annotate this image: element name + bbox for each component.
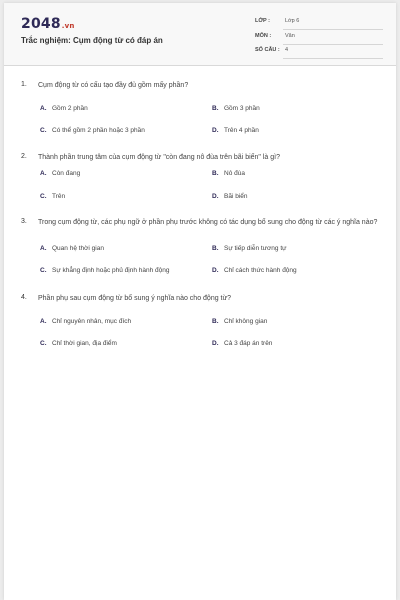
- option-letter: A.: [40, 318, 47, 325]
- option-text: Quan hệ thời gian: [52, 245, 104, 252]
- quiz-header: [4, 3, 396, 66]
- question-number: 1.: [21, 81, 27, 88]
- option-text: Chỉ thời gian, địa điểm: [52, 340, 117, 347]
- question-number: 4.: [21, 294, 27, 301]
- option-letter: C.: [40, 193, 47, 200]
- question-text: Thành phần trung tâm của cụm động từ "còn đang nô đùa trên bãi biển" là gì?: [38, 154, 280, 161]
- meta-divider: [283, 58, 383, 59]
- option-text: Trên 4 phần: [224, 127, 259, 134]
- meta-class-label: LỚP :: [255, 18, 270, 24]
- question-1: [21, 81, 381, 141]
- meta-count-label: SỐ CÂU :: [255, 47, 280, 53]
- option-letter: B.: [212, 170, 219, 177]
- meta-count-row: [255, 45, 383, 59]
- question-3: [21, 218, 381, 288]
- option-text: Còn đang: [52, 170, 81, 177]
- option-text: Có thể gồm 2 phần hoặc 3 phần: [52, 127, 145, 134]
- question-text: Trong cụm động từ, các phụ ngữ ở phần phụ trước không có tác dụng bổ sung cho động từ các ý nghĩa nào?: [38, 219, 378, 226]
- option-text: Cả 3 đáp án trên: [224, 340, 273, 347]
- option-letter: C.: [40, 340, 47, 347]
- meta-subject-row: [255, 31, 383, 45]
- question-number: 2.: [21, 153, 27, 160]
- meta-class-value: Lớp 6: [285, 18, 300, 24]
- meta-subject-value: Văn: [285, 33, 295, 39]
- option-letter: C.: [40, 127, 47, 134]
- option-text: Chỉ nguyên nhân, mục đích: [52, 318, 132, 325]
- option-letter: A.: [40, 245, 47, 252]
- option-letter: D.: [212, 193, 219, 200]
- question-text: Phần phụ sau cụm động từ bổ sung ý nghĩa nào cho động từ?: [38, 295, 232, 302]
- option-text: Trên: [52, 193, 66, 200]
- option-letter: B.: [212, 318, 219, 325]
- meta-count-value: 4: [285, 47, 289, 53]
- option-letter: B.: [212, 105, 219, 112]
- site-logo[interactable]: [21, 16, 75, 32]
- question-4: [21, 294, 381, 354]
- option-letter: D.: [212, 127, 219, 134]
- option-letter: A.: [40, 105, 47, 112]
- question-text: Cụm động từ có cấu tạo đầy đủ gồm mấy phần?: [38, 82, 189, 89]
- option-text: Gồm 2 phần: [52, 105, 88, 112]
- option-letter: D.: [212, 340, 219, 347]
- option-text: Sự khẳng định hoặc phủ định hành động: [52, 267, 170, 274]
- option-text: Chỉ không gian: [224, 318, 268, 325]
- logo-text: 2048: [21, 16, 61, 32]
- option-letter: C.: [40, 267, 47, 274]
- quiz-sheet: [4, 3, 396, 600]
- option-text: Gồm 3 phần: [224, 105, 260, 112]
- option-letter: D.: [212, 267, 219, 274]
- quiz-title: Trắc nghiệm: Cụm động từ có đáp án: [21, 36, 163, 45]
- option-text: Bãi biển: [224, 193, 248, 200]
- option-text: Chỉ cách thức hành động: [224, 267, 297, 274]
- option-letter: B.: [212, 245, 219, 252]
- meta-divider: [283, 29, 383, 30]
- question-number: 3.: [21, 218, 27, 225]
- question-2: [21, 153, 381, 213]
- logo-suffix: .vn: [61, 22, 75, 30]
- option-text: Sự tiếp diễn tương tự: [224, 245, 287, 252]
- option-text: Nô đùa: [224, 170, 245, 177]
- meta-class-row: [255, 16, 383, 30]
- option-letter: A.: [40, 170, 47, 177]
- meta-subject-label: MÔN :: [255, 33, 272, 39]
